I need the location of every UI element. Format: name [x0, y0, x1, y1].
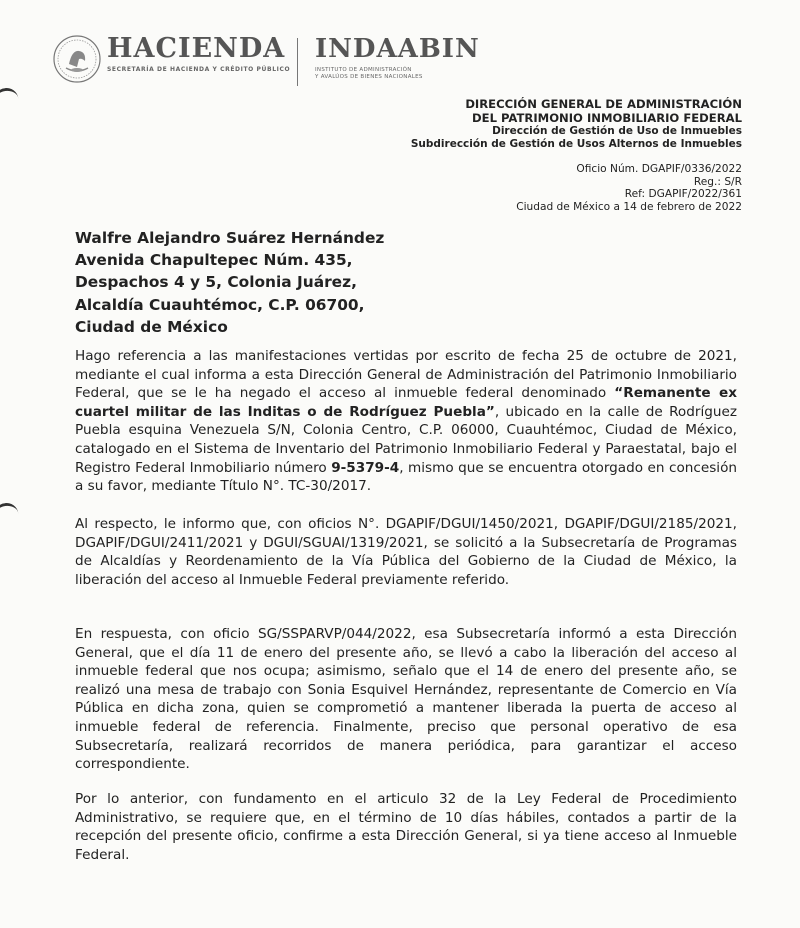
addressee-suite: Despachos 4 y 5, Colonia Juárez,: [75, 273, 357, 292]
paragraph-4: Por lo anterior, con fundamento en el articulo 32 de la Ley Federal de Procedimiento Administrativo, se requiere que, en el término de 10 días hábiles, contados a partir de la recepción del presente oficio, confirme a esta Dirección General, si ya tiene acceso al Inmueble Federal.: [75, 791, 737, 863]
reference-block: [516, 163, 742, 213]
paragraph-1-part-c: , ubicado en la calle de Rodríguez Puebla esquina Venezuela S/N, Colonia Centro, C.P. 06000, Cuauhtémoc, Ciudad de México, catalogado en el Sistema de Inventario del Patrimonio Inmobiliario Federal y Paraestatal, bajo el Registro Federal Inmobiliario número: [75, 403, 737, 476]
hacienda-title: HACIENDA: [107, 33, 286, 64]
paragraph-1-part-e: , mismo que se encuentra otorgado en concesión a su favor, mediante Título N°. TC-30/2017.: [75, 459, 737, 495]
reference: Ref: DGAPIF/2022/361: [624, 188, 742, 200]
registry: Reg.: S/R: [693, 175, 742, 188]
paragraph-2: Al respecto, le informo que, con oficios N°. DGAPIF/DGUI/1450/2021, DGAPIF/DGUI/2185/2021, DGAPIF/DGUI/2411/2021 y DGUI/SGUAI/1319/2021, se solicitó a la Subsecretaría de Programas de Alcaldías y Reordenamiento de la Vía Pública del Gobierno de la Ciudad de México, la liberación del acceso al Inmueble Federal previamente referido.: [75, 516, 737, 588]
office-line2: DEL PATRIMONIO INMOBILIARIO FEDERAL: [472, 111, 742, 125]
indaabin-subtitle-line2: Y AVALÚOS DE BIENES NACIONALES: [315, 74, 423, 80]
logo-divider: [297, 38, 298, 86]
letterhead: [52, 30, 512, 90]
addressee-district: Alcaldía Cuauhtémoc, C.P. 06700,: [75, 295, 365, 314]
indaabin-title: INDAABIN: [315, 34, 480, 64]
property-name: “Remanente ex cuartel militar de las Inditas o de Rodríguez Puebla”: [75, 385, 737, 420]
office-block: [411, 97, 742, 151]
place-date: Ciudad de México a 14 de febrero de 2022: [516, 200, 742, 213]
hacienda-subtitle: SECRETARÍA DE HACIENDA Y CRÉDITO PÚBLICO: [107, 66, 291, 73]
oficio-number: Oficio Núm. DGAPIF/0336/2022: [576, 163, 742, 175]
binder-hole-mark-middle: [0, 501, 19, 521]
office-line1: DIRECCIÓN GENERAL DE ADMINISTRACIÓN: [465, 97, 742, 111]
paragraph-1-part-a: Hago referencia a las manifestaciones vertidas por escrito de fecha 25 de octubre de 2021, mediante el cual informa a esta Dirección General de Administración del Patrimonio Inmobiliario Federal, que se le ha negado el acceso al inmueble federal denominado: [75, 348, 737, 402]
paragraph-1: [75, 347, 737, 496]
addressee-city: Ciudad de México: [75, 317, 228, 336]
national-seal-icon: [52, 34, 102, 84]
indaabin-subtitle-line1: INSTITUTO DE ADMINISTRACIÓN: [315, 67, 412, 73]
addressee-name: Walfre Alejandro Suárez Hernández: [75, 229, 385, 247]
addressee-street: Avenida Chapultepec Núm. 435,: [75, 251, 353, 270]
paragraph-3: En respuesta, con oficio SG/SSPARVP/044/2022, esa Subsecretaría informó a esta Dirección General, que el día 11 de enero del presente año, se llevó a cabo la liberación del acceso al inmueble federal que nos ocupa; asimismo, señalo que el 14 de enero del presente año, se realizó una mesa de trabajo con Sonia Esquivel Hernández, representante de Comercio en Vía Pública en dicha zona, quien se comprometió a mantener liberada la puerta de acceso al inmueble federal de referencia. Finalmente, preciso que personal operativo de esa Subsecretaría, realizará recorridos de manera periódica, para garantizar el acceso correspondiente.: [75, 626, 737, 773]
binder-hole-mark-top: [0, 86, 19, 106]
office-line3: Dirección de Gestión de Uso de Inmuebles: [492, 125, 742, 137]
office-line4: Subdirección de Gestión de Usos Alternos de Inmuebles: [410, 138, 742, 150]
addressee-block: [75, 227, 384, 338]
registry-number: 9-5379-4: [331, 459, 400, 476]
indaabin-logo: [315, 34, 480, 81]
hacienda-logo: [107, 34, 290, 73]
